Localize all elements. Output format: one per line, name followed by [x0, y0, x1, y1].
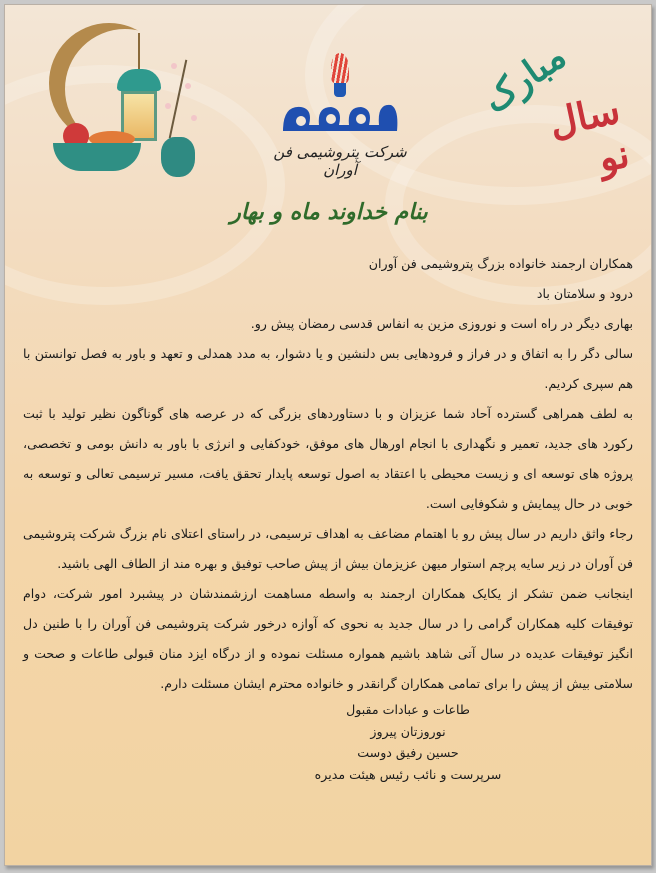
vase-icon [161, 137, 195, 177]
paragraph: بهاری دیگر در راه است و نوروزی مزین به انفاس قدسی رمضان پیش رو. [250, 316, 633, 331]
letter-body [23, 249, 633, 785]
torch-flame-icon [331, 53, 349, 83]
paragraph: سالی دگر را به اتفاق و در فراز و فرودهایی بس دلنشین و یا دشوار، به مدد همدلی و تعهد و باور به فصل توانستن با هم سپری کردیم. [23, 346, 633, 391]
letter-page [4, 4, 652, 866]
new-year-greeting-calligraphy [475, 27, 634, 181]
letter-header [5, 5, 652, 245]
blossom-branch-icon [169, 60, 188, 139]
blossom-icon [171, 63, 177, 69]
lantern-chain [138, 33, 140, 69]
page-title: بنام خداوند ماه و بهار [230, 199, 428, 225]
paragraph: اینجانب ضمن تشکر از یکایک همکاران ارجمند به واسطه مساهمت ارزشمندشان در پیشبرد امور شرکت، دوام توفیقات کلیه همکاران گرامی را در سال جدید به نحوی که آوازه درخور شرکت پتروشیمی فن آوران را با طنین دل انگیز توفیقات عدیده در سال آتی شاهد باشیم همواره مسئلت نموده و از درگاه ایزد منان قبولی طاعات و صحت و سلامتی بیش از پیش را برای تمامی همکاران گرانقدر و خانواده محترم ایشان مسئلت دارم. [23, 586, 633, 691]
blossom-icon [185, 83, 191, 89]
company-name: شرکت پتروشیمی فن آوران [273, 143, 407, 179]
logo-mark [279, 97, 401, 137]
torch-icon [334, 83, 346, 97]
blossom-icon [191, 115, 197, 121]
greeting-line: درود و سلامتان باد [536, 286, 633, 301]
signer-position: سرپرست و نائب رئیس هیئت مدیره [314, 766, 502, 782]
signature-block [243, 699, 573, 785]
closing-line: نوروزتان پیروز [370, 723, 446, 739]
salutation: همکاران ارجمند خانواده بزرگ پتروشیمی فن آوران [368, 256, 633, 271]
greeting-sal-no: سال نو [544, 86, 634, 181]
signer-name: حسین رفیق دوست [357, 745, 459, 760]
closing-line: طاعات و عبادات مقبول [346, 702, 470, 717]
paragraph: به لطف همراهی گسترده آحاد شما عزیزان و با دستاوردهای بزرگی که در عرصه های گوناگون نظیر تولید با ثبت رکورد های جدید، تعمیر و نگهداری با انجام اورهال های موفق، خودکفایی و انرژی با باور به دانش بومی و تخصصی، پروژه های توسعه ای و زیست محیطی با اعتقاد به اصول توسعه پایدار تحقق یافت، مسیر ترسیمی تعالی و توسعه به خوبی در حال پیمایش و شکوفایی است. [23, 406, 633, 511]
greeting-mobarak: مبارک [475, 34, 574, 122]
company-logo [265, 47, 415, 177]
crescent-lantern-haftsin-icon [45, 19, 205, 179]
blossom-icon [165, 103, 171, 109]
bowl-icon [53, 143, 141, 171]
paragraph: رجاء واثق داریم در سال پیش رو با اهتمام مضاعف به اهداف ترسیمی، در راستای اعتلای نام بزرگ شرکت پتروشیمی فن آوران در زیر سایه پرچم استوار میهن عزیزمان بیش از پیش صاحب توفیق و بهره مند از الطاف الهی باشید. [23, 526, 633, 571]
